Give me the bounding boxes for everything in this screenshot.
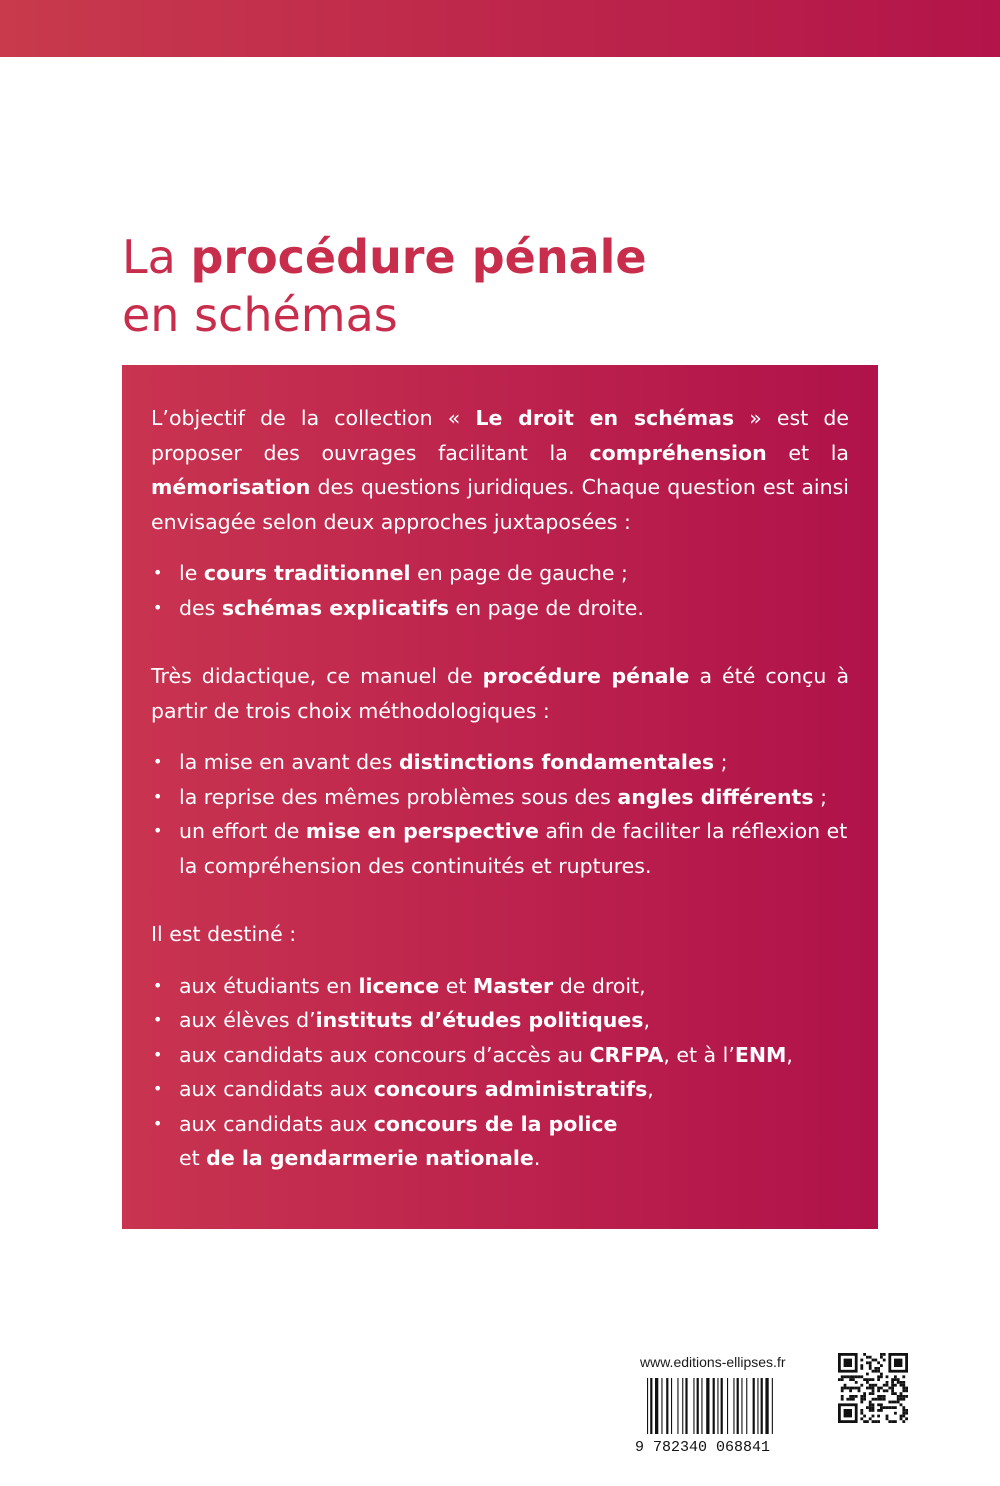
title-line-1 <box>122 228 647 286</box>
title-bold: procédure pénale <box>190 230 647 284</box>
list-item: • la reprise des mêmes problèmes sous des angles différents ; <box>151 780 849 815</box>
title-line-2: en schémas <box>122 288 398 342</box>
list-item: • aux candidats aux concours d’accès au CRFPA, et à l’ENM, <box>151 1038 849 1073</box>
isbn-barcode <box>635 1376 825 1456</box>
description-panel <box>122 365 878 1229</box>
isbn-digits: 9 782340 068841 <box>635 1439 771 1456</box>
qr-modules <box>838 1353 908 1423</box>
list-item: • le cours traditionnel en page de gauche ; <box>151 556 849 591</box>
title-prefix: La <box>122 230 191 284</box>
list-item: • aux élèves d’instituts d’études politiques, <box>151 1003 849 1038</box>
audience-list <box>151 969 849 1176</box>
barcode-bars <box>647 1378 773 1434</box>
approaches-list <box>151 556 849 625</box>
book-title <box>122 228 647 344</box>
list-item: • un effort de mise en perspective afin de faciliter la réflexion et la compréhension des continuités et ruptures. <box>151 814 849 883</box>
list-item: • aux candidats aux concours administratifs, <box>151 1072 849 1107</box>
list-item: • des schémas explicatifs en page de droite. <box>151 591 849 626</box>
intro-paragraph: L’objectif de la collection « Le droit en schémas » est de proposer des ouvrages facilitant la compréhension et la mémorisation des questions juridiques. Chaque question est ainsi envisagée selon deux approches juxtaposées : <box>151 406 849 534</box>
audience-intro: Il est destiné : <box>151 922 297 946</box>
qr-code <box>838 1353 908 1423</box>
top-color-band <box>0 0 1000 57</box>
method-list <box>151 745 849 883</box>
list-item: • aux étudiants en licence et Master de droit, <box>151 969 849 1004</box>
method-paragraph: Très didactique, ce manuel de procédure pénale a été conçu à partir de trois choix méthodologiques : <box>151 664 850 723</box>
list-item: • aux candidats aux concours de la police et de la gendarmerie nationale. <box>151 1107 849 1176</box>
publisher-url: www.editions-ellipses.fr <box>640 1354 786 1370</box>
list-item: • la mise en avant des distinctions fondamentales ; <box>151 745 849 780</box>
